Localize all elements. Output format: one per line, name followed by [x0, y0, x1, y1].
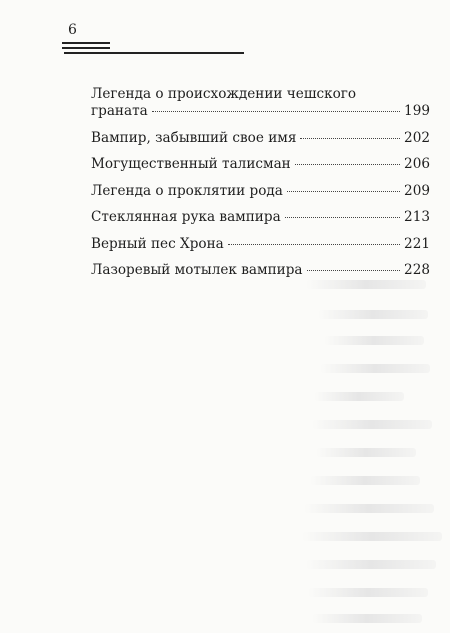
dot-leader	[307, 270, 401, 271]
header-rule-short-1	[62, 42, 110, 44]
toc-entry	[91, 262, 430, 279]
table-of-contents	[91, 86, 430, 289]
dot-leader	[295, 164, 400, 165]
toc-entry-page: 221	[404, 235, 430, 252]
toc-entry-page: 213	[404, 209, 430, 225]
dot-leader	[300, 138, 400, 139]
toc-entry-title: Вампир, забывший свое имя	[91, 129, 297, 146]
dot-leader	[152, 111, 400, 112]
toc-entry-page: 228	[404, 262, 430, 278]
toc-entry-title: Верный пес Хрона	[91, 235, 224, 252]
header-rule-short-2	[62, 47, 110, 49]
toc-entry-title-line1: Легенда о происхождении чешского	[91, 86, 357, 102]
header-rule-long	[64, 52, 244, 54]
toc-entry	[91, 156, 430, 173]
toc-entry-title: Лазоревый мотылек вампира	[91, 262, 303, 278]
toc-entry-title-line2: граната	[91, 103, 148, 119]
dot-leader	[285, 217, 400, 218]
toc-entry-page: 209	[404, 182, 430, 199]
toc-entry-title: Стеклянная рука вампира	[91, 209, 281, 225]
toc-entry-page: 206	[404, 156, 430, 172]
toc-entry-title: Могущественный талисман	[91, 156, 291, 172]
dot-leader	[287, 191, 400, 192]
toc-entry-page: 199	[404, 103, 430, 119]
reverse-page-bleed-through	[298, 272, 450, 633]
page-number: 6	[68, 22, 77, 38]
toc-entry-page: 202	[404, 129, 430, 146]
toc-entry	[91, 209, 430, 226]
dot-leader	[228, 244, 400, 245]
toc-entry	[91, 236, 430, 253]
toc-entry-title: Легенда о проклятии рода	[91, 182, 283, 199]
toc-entry	[91, 130, 430, 147]
toc-entry	[91, 183, 430, 200]
toc-entry	[91, 86, 430, 120]
